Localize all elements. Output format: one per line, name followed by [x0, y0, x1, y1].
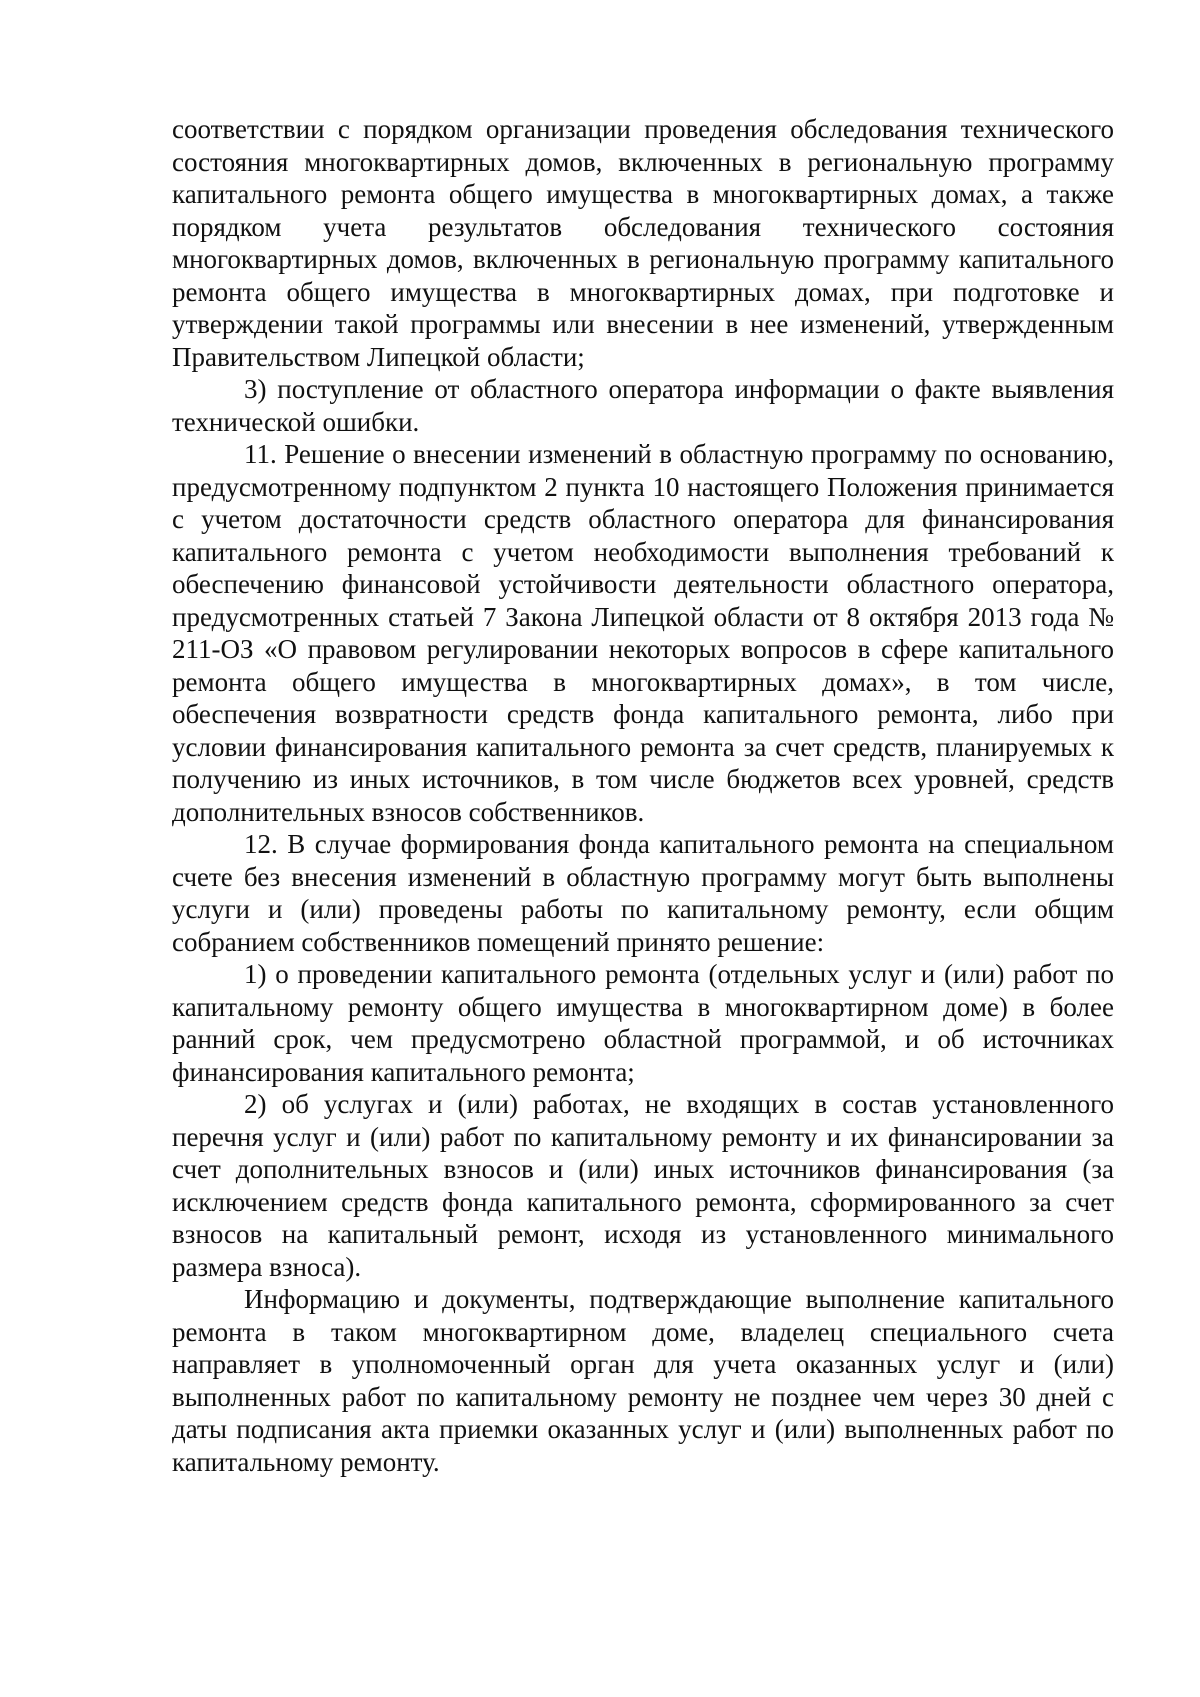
document-body [172, 113, 1114, 1478]
paragraph-item-1: 1) о проведении капитального ремонта (отдельных услуг и (или) работ по капитальному ремонту общего имущества в многоквартирном доме) в более ранний срок, чем предусмотрено областной программой, и об источниках финансирования капитального ремонта; [172, 959, 1114, 1087]
paragraph-item-2: 2) об услугах и (или) работах, не входящих в состав установленного перечня услуг и (или) работ по капитальному ремонту и их финансировании за счет дополнительных взносов и (или) иных источников финансирования (за исключением средств фонда капитального ремонта, сформированного за счет взносов на капитальный ремонт, исходя из установленного минимального размера взноса). [172, 1089, 1114, 1282]
paragraph-clause-11: 11. Решение о внесении изменений в областную программу по основанию, предусмотренному подпунктом 2 пункта 10 настоящего Положения принимается с учетом достаточности средств областного оператора для финансирования капитального ремонта с учетом необходимости выполнения требований к обеспечению финансовой устойчивости деятельности областного оператора, предусмотренных статьей 7 Закона Липецкой области от 8 октября 2013 года № 211-ОЗ «О правовом регулировании некоторых вопросов в сфере капитального ремонта общего имущества в многоквартирных домах», в том числе, обеспечения возвратности средств фонда капитального ремонта, либо при условии финансирования капитального ремонта за счет средств, планируемых к получению из иных источников, в том числе бюджетов всех уровней, средств дополнительных взносов собственников. [172, 439, 1114, 827]
paragraph-information: Информацию и документы, подтверждающие выполнение капитального ремонта в таком многоквартирном доме, владелец специального счета направляет в уполномоченный орган для учета оказанных услуг и (или) выполненных работ по капитальному ремонту не позднее чем через 30 дней с даты подписания акта приемки оказанных услуг и (или) выполненных работ по капитальному ремонту. [172, 1284, 1114, 1477]
paragraph-item-3: 3) поступление от областного оператора информации о факте выявления технической ошибки. [172, 374, 1114, 437]
paragraph-clause-12: 12. В случае формирования фонда капитального ремонта на специальном счете без внесения изменений в областную программу могут быть выполнены услуги и (или) проведены работы по капитальному ремонту, если общим собранием собственников помещений принято решение: [172, 829, 1114, 957]
paragraph-continuation: соответствии с порядком организации проведения обследования технического состояния многоквартирных домов, включенных в региональную программу капитального ремонта общего имущества в многоквартирных домах, а также порядком учета результатов обследования технического состояния многоквартирных домов, включенных в региональную программу капитального ремонта общего имущества в многоквартирных домах, при подготовке и утверждении такой программы или внесении в нее изменений, утвержденным Правительством Липецкой области; [172, 114, 1114, 372]
